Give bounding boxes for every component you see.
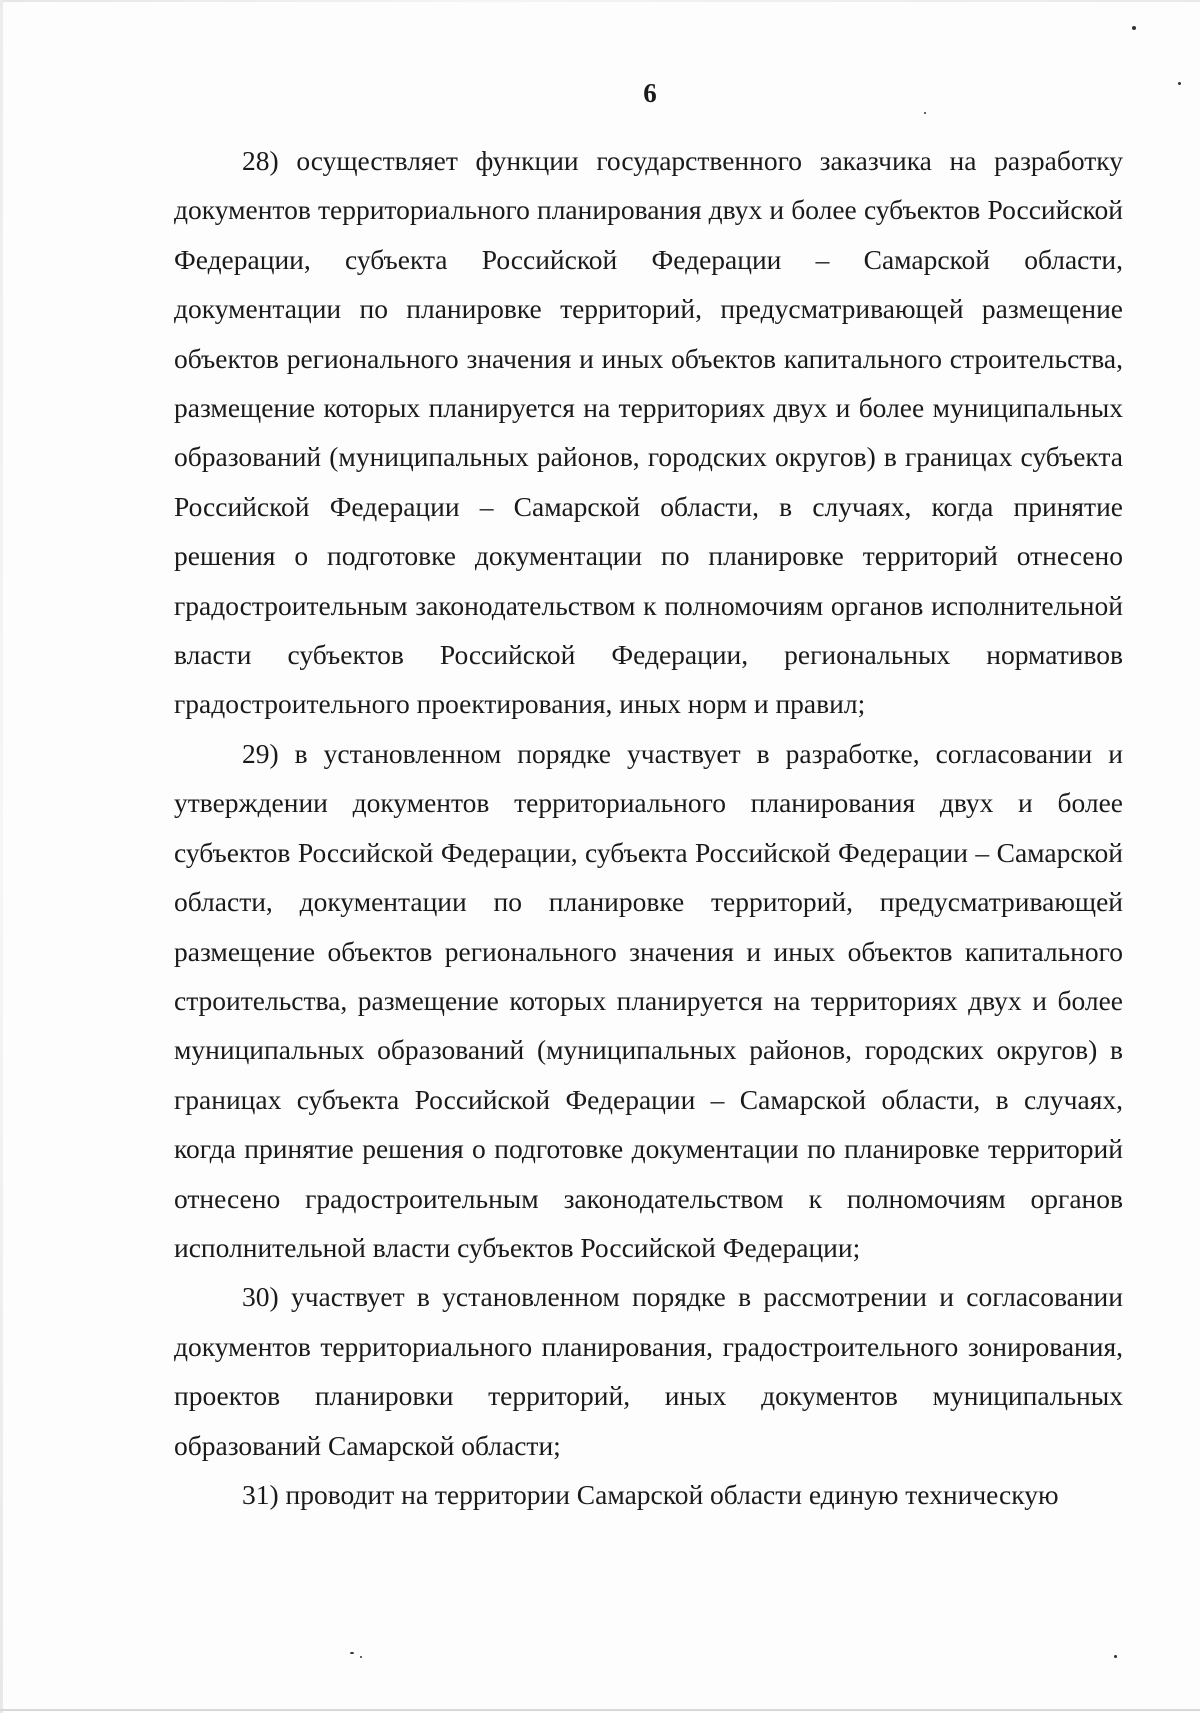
scan-speck bbox=[360, 1656, 362, 1658]
document-body bbox=[174, 136, 1123, 1519]
scan-edge-left bbox=[0, 0, 3, 1713]
scan-speck bbox=[350, 1652, 354, 1654]
paragraph-31: 31) проводит на территории Самарской области единую техническую bbox=[242, 1478, 1059, 1510]
scan-edge-bottom bbox=[0, 1709, 1200, 1711]
paragraph-30: 30) участвует в установленном порядке в рассмотрении и согласовании документов территориального планирования, градостроительного зонирования, проектов планировки территорий, иных документов муниципальных образований Самарской области; bbox=[174, 1281, 1123, 1461]
scan-speck bbox=[1114, 1655, 1117, 1658]
scan-speck bbox=[1178, 82, 1181, 85]
scan-speck bbox=[1132, 26, 1136, 30]
scan-speck bbox=[924, 112, 926, 114]
page-number: 6 bbox=[643, 78, 657, 108]
paragraph-29: 29) в установленном порядке участвует в разработке, согласовании и утверждении документов территориального планирования двух и более субъектов Российской Федерации, субъекта Российской Федерации – Самарской области, документации по планировке территорий, предусматривающей размещение объектов регионального значения и иных объектов капитального строительства, размещение которых планируется на территориях двух и более муниципальных образований (муниципальных районов, городских округов) в границах субъекта Российской Федерации – Самарской области, в случаях, когда принятие решения о подготовке документации по планировке территорий отнесено градостроительным законодательством к полномочиям органов исполнительной власти субъектов Российской Федерации; bbox=[174, 737, 1123, 1263]
scan-edge-top bbox=[0, 0, 1200, 2]
paragraph-28: 28) осуществляет функции государственного заказчика на разработку документов территориального планирования двух и более субъектов Российской Федерации, субъекта Российской Федерации – Самарской области, документации по планировке территорий, предусматривающей размещение объектов регионального значения и иных объектов капитального строительства, размещение которых планируется на территориях двух и более муниципальных образований (муниципальных районов, городских округов) в границах субъекта Российской Федерации – Самарской области, в случаях, когда принятие решения о подготовке документации по планировке территорий отнесено градостроительным законодательством к полномочиям органов исполнительной власти субъектов Российской Федерации, региональных нормативов градостроительного проектирования, иных норм и правил; bbox=[174, 145, 1123, 720]
